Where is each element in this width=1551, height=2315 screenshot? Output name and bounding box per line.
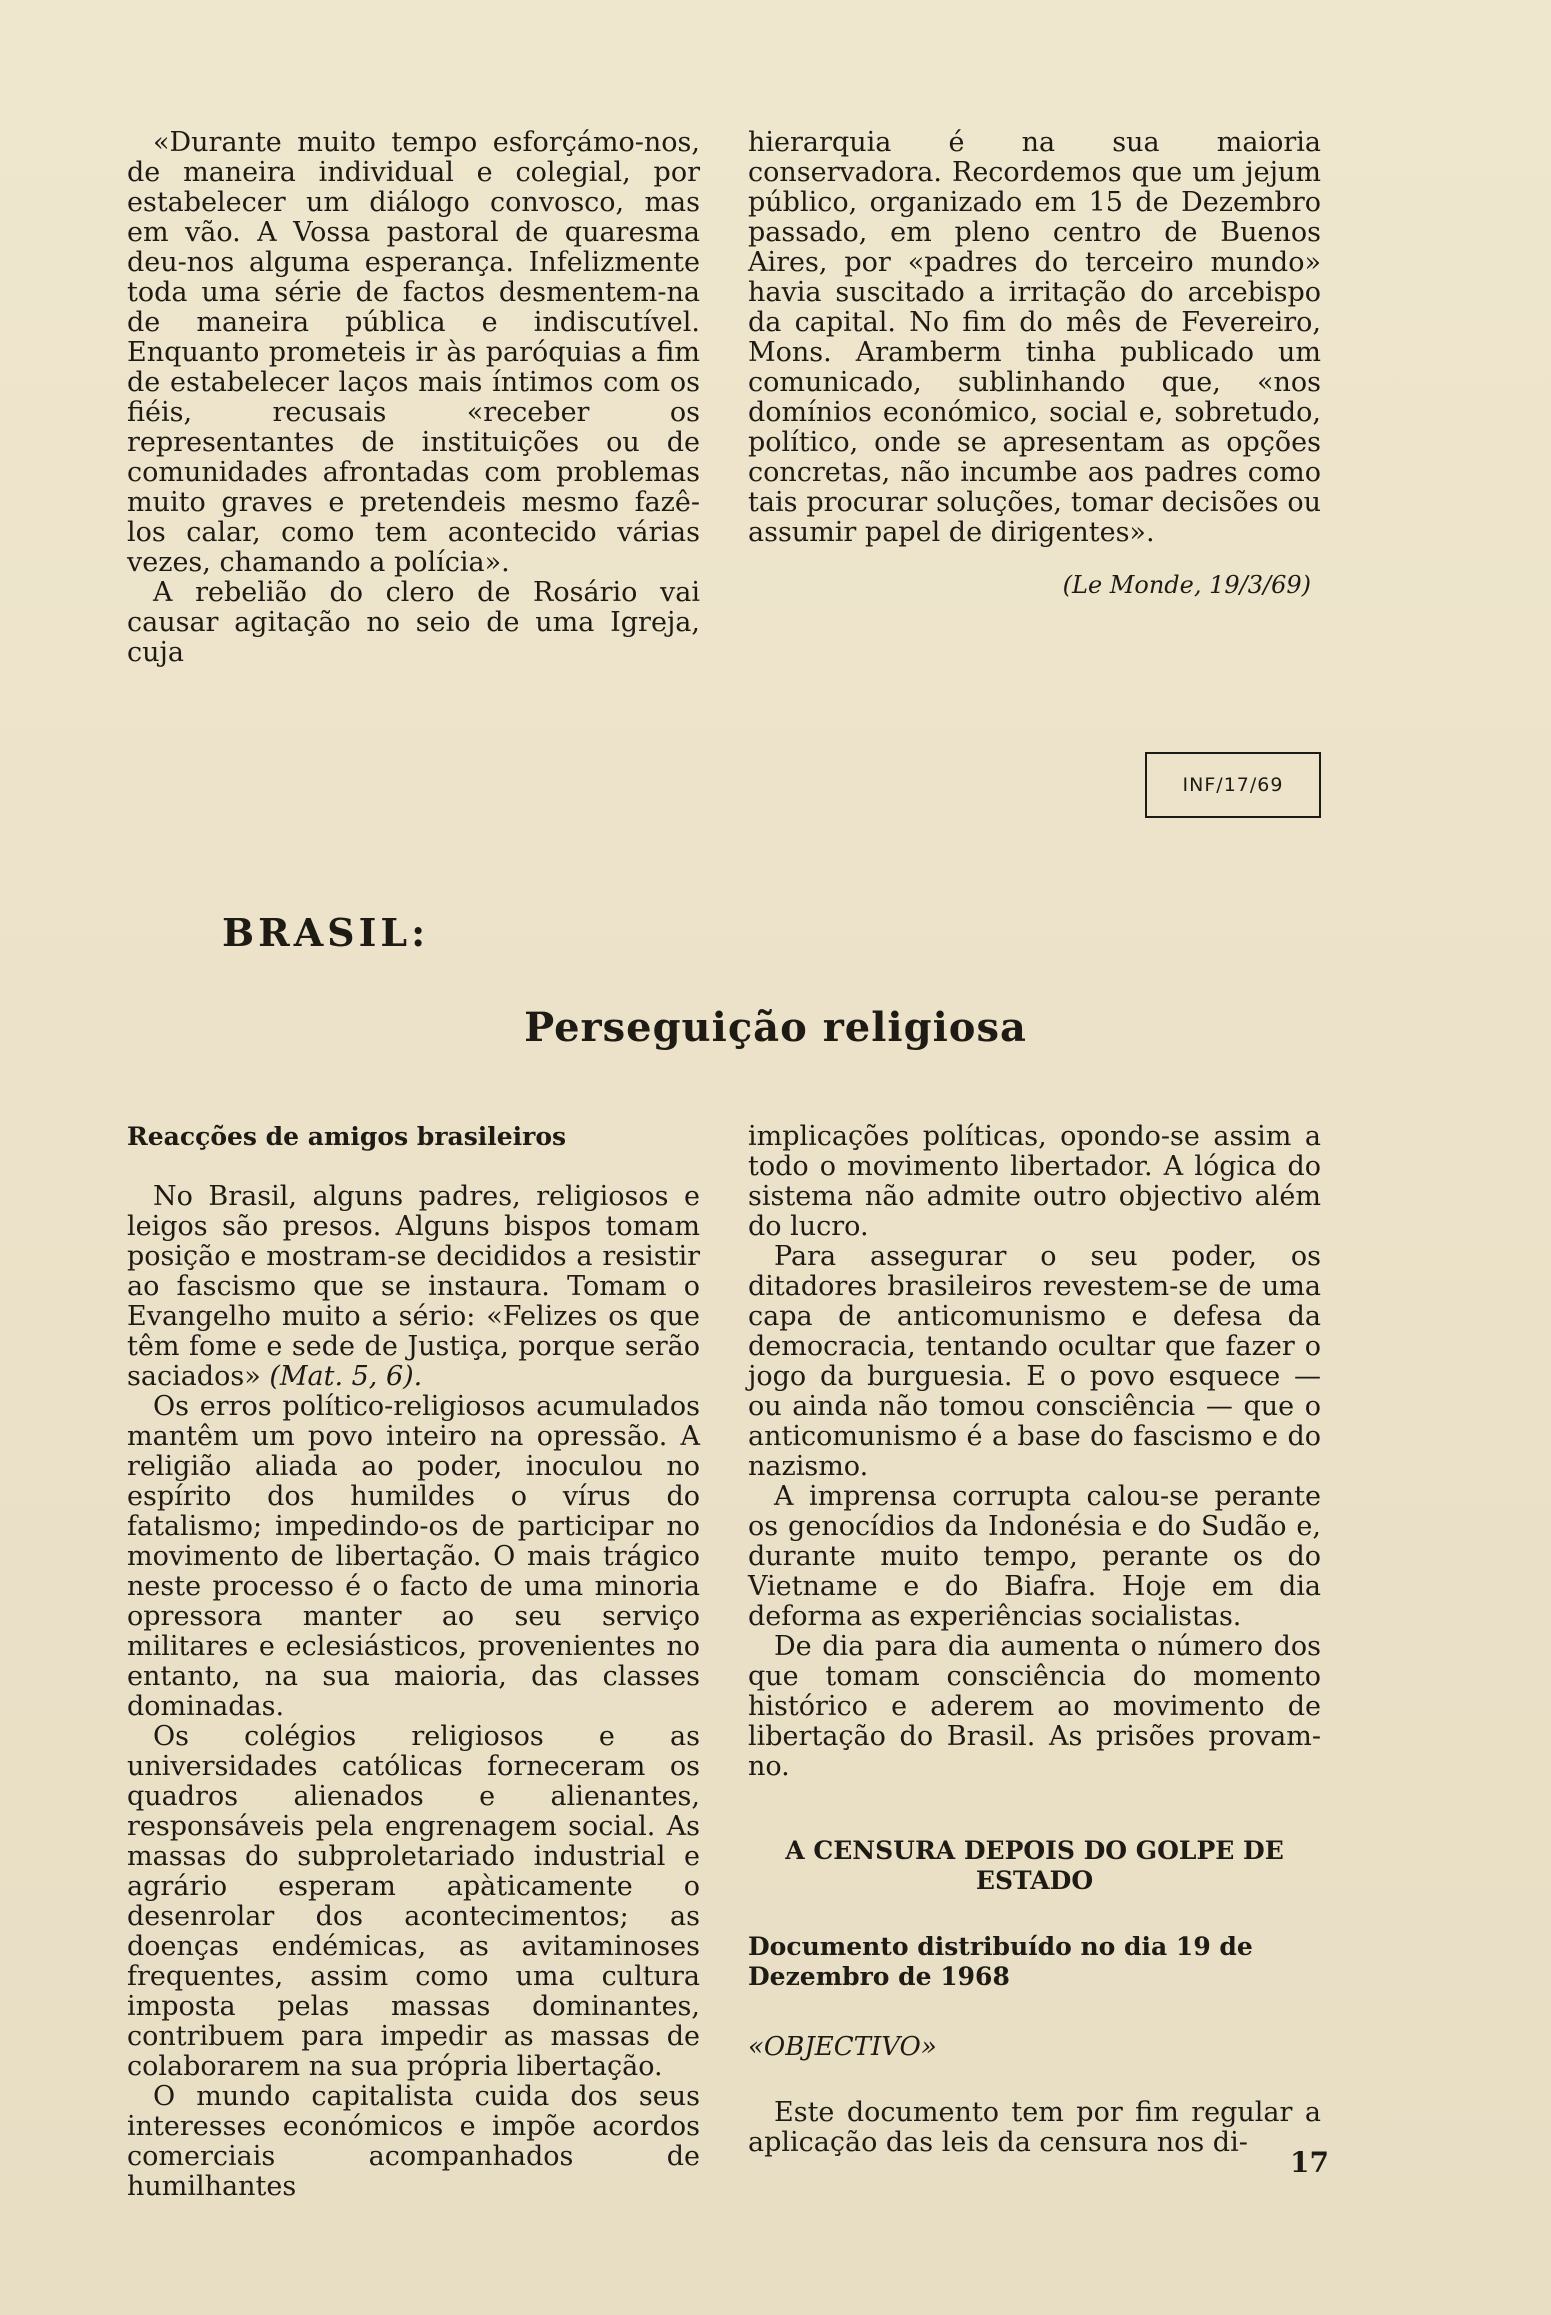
body-paragraph: No Brasil, alguns padres, religiosos e leigos são presos. Alguns bispos tomam posição e mostram-se decididos a resistir ao fascismo que se instaura. Tomam o Evangelho muito a sério: «Felizes os que têm fome e sede de Justiça, porque serão saciados» (Mat. 5, 6). [127, 1181, 700, 1392]
top-right-column [748, 128, 1321, 600]
article-headline: Perseguição religiosa [524, 1004, 1027, 1051]
section-subheading: Reacções de amigos brasileiros [127, 1122, 567, 1151]
body-paragraph: Os colégios religiosos e as universidades católicas forneceram os quadros alienados e alienantes, responsáveis pela engrenagem social. As massas do subproletariado industrial e agrário esperam apàticamente o desenrolar dos acontecimentos; as doenças endémicas, as avitaminoses frequentes, assim como uma cultura imposta pelas massas dominantes, contribuem para impedir as massas de colaborarem na sua própria libertação. [127, 1721, 700, 2082]
reference-code: INF/17/69 [1182, 774, 1284, 796]
body-paragraph: Este documento tem por fim regular a aplicação das leis da censura nos di- [748, 2097, 1321, 2158]
body-paragraph: A rebelião do clero de Rosário vai causar agitação no seio de uma Igreja, cuja [127, 577, 700, 668]
body-paragraph: Para assegurar o seu poder, os ditadores brasileiros revestem-se de uma capa de anticomunismo e defesa da democracia, tentando ocultar que fazer o jogo da burguesia. E o povo esquece — ou ainda não tomou consciência — que o anticomunismo é a base do fascismo e do nazismo. [748, 1241, 1321, 1482]
reference-code-box [1145, 752, 1321, 818]
country-heading: BRASIL: [222, 910, 430, 955]
body-paragraph: hierarquia é na sua maioria conservadora. Recordemos que um jejum público, organizado em 15 de Dezembro passado, em pleno centro de Buenos Aires, por «padres do terceiro mundo» havia suscitado a irritação do arcebispo da capital. No fim do mês de Fevereiro, Mons. Aramberm tinha publicado um comunicado, sublinhando que, «nos domínios económico, social e, sobretudo, político, onde se apresentam as opções concretas, não incumbe aos padres como tais procurar soluções, tomar decisões ou assumir papel de dirigentes». [748, 127, 1321, 548]
bottom-right-column [748, 1122, 1321, 2158]
body-paragraph: O mundo capitalista cuida dos seus interesses económicos e impõe acordos comerciais acompanhados de humilhantes [127, 2081, 700, 2202]
top-left-column [127, 128, 700, 668]
bible-citation: (Mat. 5, 6). [260, 1361, 423, 1392]
objective-heading: «OBJECTIVO» [748, 2032, 937, 2062]
document-heading: Documento distribuído no dia 19 de Dezembro de 1968 [748, 1932, 1253, 1991]
source-citation: (Le Monde, 19/3/69) [1062, 571, 1311, 599]
body-paragraph: De dia para dia aumenta o número dos que tomam consciência do momento histórico e aderem ao movimento de libertação do Brasil. As prisões provam-no. [748, 1631, 1321, 1782]
body-paragraph: Os erros político-religiosos acumulados mantêm um povo inteiro na opressão. A religião aliada ao poder, inoculou no espírito dos humildes o vírus do fatalismo; impedindo-os de participar no movimento de libertação. O mais trágico neste processo é o facto de uma minoria opressora manter ao seu serviço militares e eclesiásticos, provenientes no entanto, na sua maioria, das classes dominadas. [127, 1391, 700, 1722]
source-title: Le Monde, [1072, 571, 1202, 599]
section-heading: A CENSURA DEPOIS DO GOLPE DE ESTADO [785, 1836, 1284, 1895]
body-paragraph: implicações políticas, opondo-se assim a todo o movimento libertador. A lógica do sistema não admite outro objectivo além do lucro. [748, 1121, 1321, 1242]
page-number: 17 [1290, 2146, 1329, 2179]
bottom-left-column [127, 1122, 700, 2202]
body-paragraph: A imprensa corrupta calou-se perante os genocídios da Indonésia e do Sudão e, durante muito tempo, perante os do Vietname e do Biafra. Hoje em dia deforma as experiências socialistas. [748, 1481, 1321, 1632]
quote-paragraph: «Durante muito tempo esforçámo-nos, de maneira individual e colegial, por estabelecer um diálogo convosco, mas em vão. A Vossa pastoral de quaresma deu-nos alguma esperança. Infelizmente toda uma série de factos desmentem-na de maneira pública e indiscutível. Enquanto prometeis ir às paróquias a fim de estabelecer laços mais íntimos com os fiéis, recusais «receber os representantes de instituições ou de comunidades afrontadas com problemas muito graves e pretendeis mesmo fazê-los calar, como tem acontecido várias vezes, chamando a polícia». [127, 127, 700, 578]
